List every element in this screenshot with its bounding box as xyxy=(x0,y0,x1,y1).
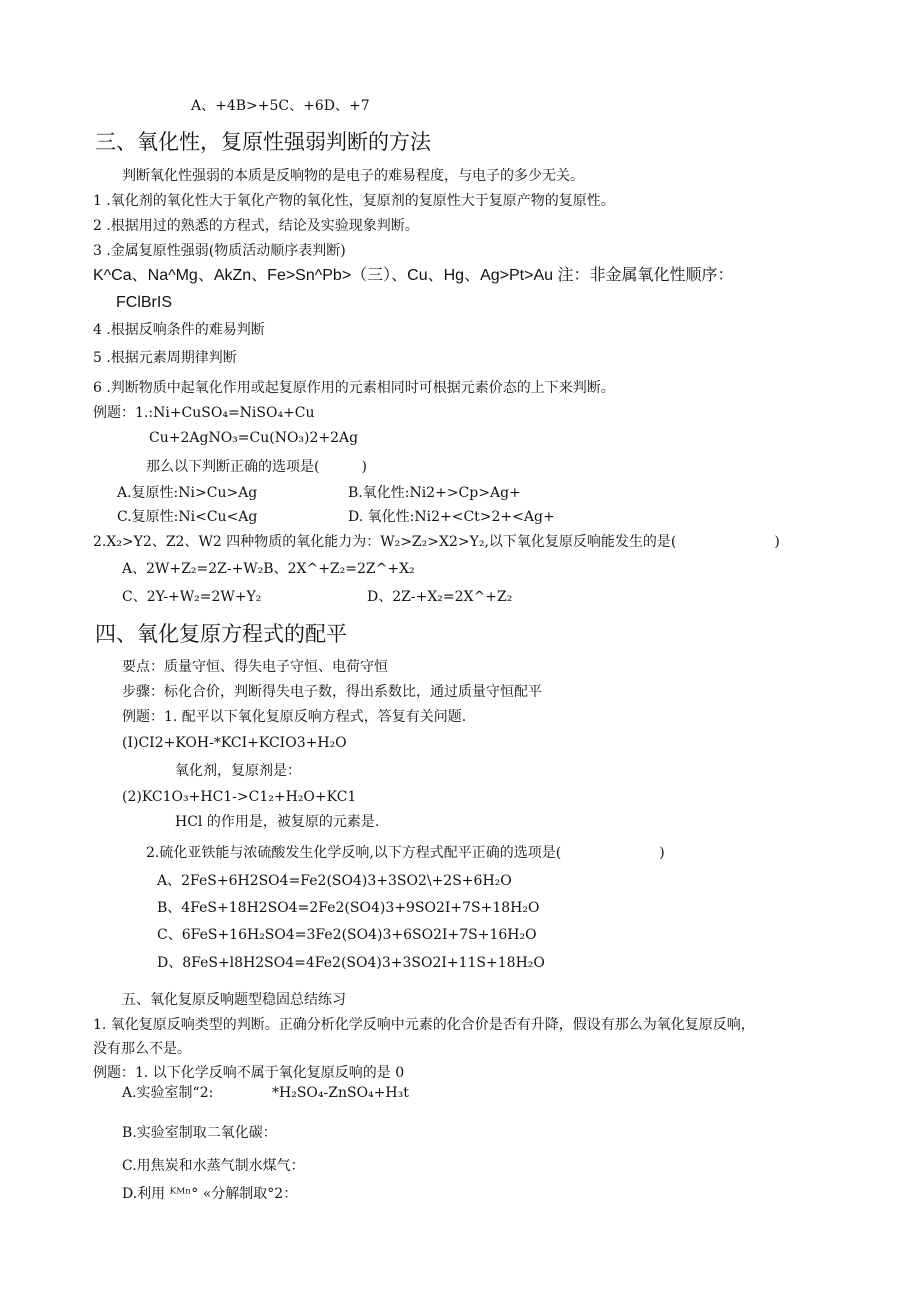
option-a: A.复原性:Ni>Cu>Ag xyxy=(117,485,258,501)
example-line: 例题：1. 以下化学反响不属于氧化复原反响的是 0 xyxy=(93,1065,405,1081)
text-line: 4 .根据反响条件的难易判断 xyxy=(93,322,265,338)
text-line: 没有那么不是。 xyxy=(93,1041,191,1057)
question-line: 那么以下判断正确的选项是( ) xyxy=(146,459,367,475)
equation-line: Cu+2AgNO₃=Cu(NO₃)2+2Ag xyxy=(149,430,359,446)
text-line: 步骤：标化合价，判断得失电子数，得出系数比，通过质量守恒配平 xyxy=(122,684,542,700)
text-line: 5 .根据元素周期律判断 xyxy=(93,350,237,366)
section-heading-5: 五、氧化复原反响题型稳固总结练习 xyxy=(122,992,346,1008)
question-line: 2.硫化亚铁能与浓硫酸发生化学反响,以下方程式配平正确的选项是( ) xyxy=(146,845,665,861)
option-c: C.复原性:Ni<Cu<Ag xyxy=(117,509,258,525)
option-d: D、8FeS+l8H2SO4=4Fe2(SO4)3+3SO2I+11S+18H₂O xyxy=(157,955,545,971)
equation-line: (I)CI2+KOH-*KCI+KCIO3+H₂O xyxy=(122,735,347,751)
example-line: 例题：1.:Ni+CuSO₄=NiSO₄+Cu xyxy=(93,405,315,421)
question-line: 氧化剂，复原剂是： xyxy=(175,763,301,779)
section-heading-3: 三、氧化性，复原性强弱判断的方法 xyxy=(95,130,431,154)
option-b: B、4FeS+18H2SO4=2Fe2(SO4)3+9SO2I+7S+18H₂O xyxy=(157,900,540,916)
question-line: 2.X₂>Y2、Z2、W2 四种物质的氧化能力为：W₂>Z₂>X2>Y₂,以下氧化复原反响能发生的是( ) xyxy=(93,534,780,550)
text-line: 2 .根据用过的熟悉的方程式，结论及实验现象判断。 xyxy=(93,218,419,234)
text-line: 要点：质量守恒、得失电子守恒、电荷守恒 xyxy=(122,659,388,675)
option-c: C、2Y-+W₂=2W+Y₂ xyxy=(122,589,262,605)
option-line: A、+4B>+5C、+6D、+7 xyxy=(191,98,370,114)
activity-series: K^Ca、Na^Mg、AkZn、Fe>Sn^Pb>（三）、Cu、Hg、Ag>Pt>Au 注：非金属氧化性顺序： xyxy=(93,267,734,284)
option-ab: A、2W+Z₂=2Z-+W₂B、2X^+Z₂=2Z^+X₂ xyxy=(122,561,415,577)
text-line: 判断氧化性强弱的本质是反响物的是电子的难易程度，与电子的多少无关。 xyxy=(122,168,584,184)
option-c: C、6FeS+16H₂SO4=3Fe2(SO4)3+6SO2I+7S+16H₂O xyxy=(157,927,537,943)
nonmetal-order: FClBrIS xyxy=(116,294,172,311)
option-a: A、2FeS+6H2SO4=Fe2(SO4)3+3SO2\+2S+6H₂O xyxy=(157,873,512,889)
option-c: C.用焦炭和水蒸气制水煤气： xyxy=(122,1158,305,1174)
option-d: D、2Z-+X₂=2X^+Z₂ xyxy=(367,589,513,605)
option-b: B.氧化性:Ni2+>Cp>Ag+ xyxy=(348,485,521,501)
text-line: 1 .氧化剂的氧化性大于氧化产物的氧化性，复原剂的复原性大于复原产物的复原性。 xyxy=(93,193,615,209)
option-d: D. 氧化性:Ni2+<Ct>2+<Ag+ xyxy=(348,509,555,525)
section-heading-4: 四、氧化复原方程式的配平 xyxy=(95,622,347,646)
example-line: 例题：1. 配平以下氧化复原反响方程式，答复有关问题. xyxy=(122,709,467,725)
equation-line: (2)KC1O₃+HC1->C1₂+H₂O+KC1 xyxy=(122,789,357,805)
option-b: B.实验室制取二氧化碳： xyxy=(122,1125,277,1141)
text-line: 6 .判断物质中起氧化作用或起复原作用的元素相同时可根据元素价态的上下来判断。 xyxy=(93,380,615,396)
option-d: D.利用 ᴷᴹⁿ° «分解制取°2： xyxy=(122,1186,298,1202)
question-line: HCl 的作用是，被复原的元素是. xyxy=(175,814,380,830)
text-line: 3 .金属复原性强弱(物质活动顺序表判断) xyxy=(93,243,346,259)
option-a: A.实验室制“2: xyxy=(122,1085,214,1101)
text-line: 1. 氧化复原反响类型的判断。正确分析化学反响中元素的化合价是否有升降，假设有那么为氧化复原反响， xyxy=(93,1017,755,1033)
equation-line: *H₂SO₄-ZnSO₄+H₃t xyxy=(272,1085,409,1101)
